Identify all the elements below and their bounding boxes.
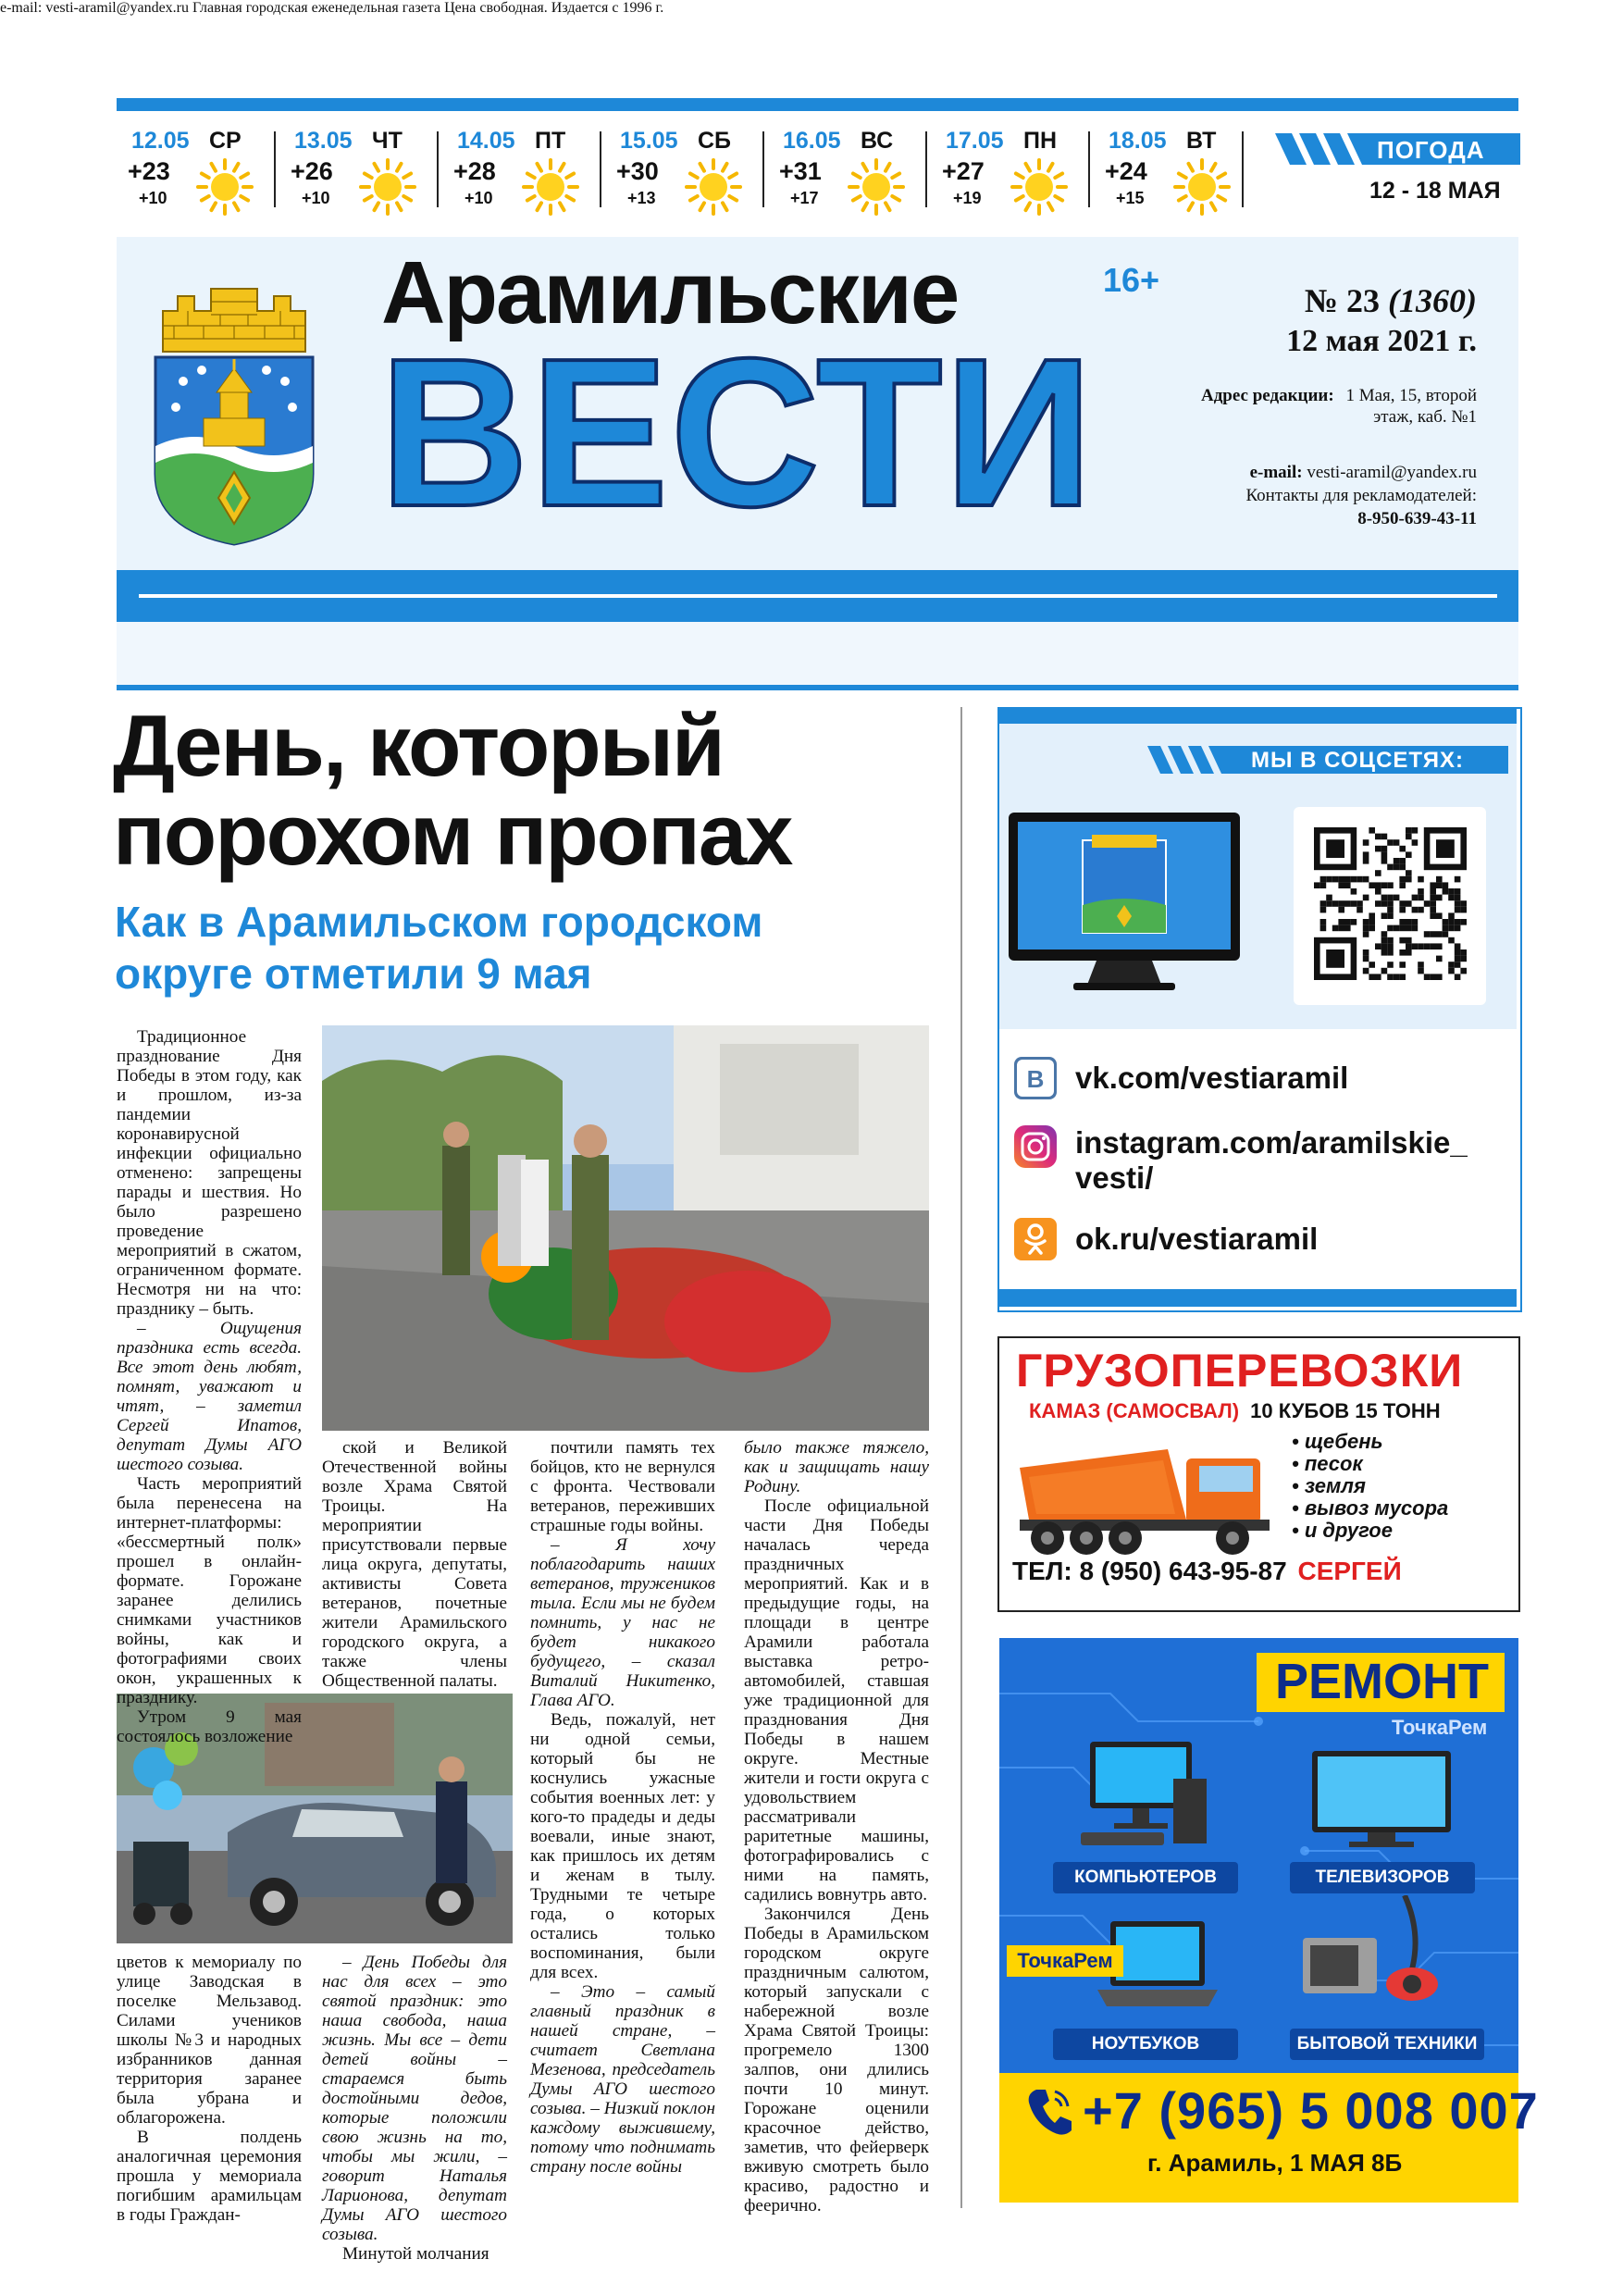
weather-low: +15 [1116, 189, 1145, 207]
ad-cargo-subtitle-black: 10 КУБОВ 15 ТОНН [1250, 1399, 1441, 1422]
article-paragraph: Ведь, пожалуй, нет ни одной семьи, который бы не коснулись ужасные события военных лет: у кого-то прадеды и деды воевали, иные знают, как пришлось их детям и женам в тылу. Трудными те четыре года, о которых остались только воспоминания, были для всех. [530, 1710, 715, 1982]
ad-repair-brand-badge-label: ТочкаРем [1017, 1949, 1113, 1972]
social-box-topbar [999, 709, 1517, 724]
subheader-bar-line [117, 685, 1518, 690]
email-label: e-mail: [1249, 463, 1303, 482]
weather-separator [437, 131, 439, 207]
weather-label-badge [1275, 131, 1520, 167]
article-paragraph: цветов к мемориалу по улице Заводская в поселке Мельзавод. Силами учеников школы №3 и народных избранников данная территория заранее была убрана и облагорожена. [117, 1953, 302, 2128]
ad-repair-cat-appliances [1290, 2029, 1484, 2060]
ad-repair-cat-computers [1053, 1862, 1238, 1893]
weather-high: +31 [779, 157, 822, 185]
ad-repair-cat3-label: НОУТБУКОВ [1091, 2034, 1200, 2054]
subheader-bar [117, 622, 1518, 685]
photo-memorial-ceremony [322, 1025, 929, 1431]
odnoklassniki-icon [1014, 1218, 1057, 1260]
ad-repair-brand-badge [1007, 1945, 1123, 1977]
weather-date: 12.05 [131, 128, 190, 154]
editorial-contacts [1046, 461, 1477, 530]
sun-icon [1172, 157, 1232, 217]
sun-icon [684, 157, 743, 217]
ad-cargo-title: ГРУЗОПЕРЕВОЗКИ [1016, 1345, 1464, 1396]
article-column-4 [744, 1438, 929, 2215]
ad-repair-address: г. Арамиль, 1 МАЯ 8Б [1147, 2149, 1403, 2177]
ad-repair-cat-laptops [1053, 2029, 1238, 2060]
appliance-icon [1303, 1895, 1442, 2006]
weather-separator [600, 131, 601, 207]
weather-separator [762, 131, 764, 207]
coat-of-arms-logo [146, 279, 322, 548]
weather-low: +10 [302, 189, 330, 207]
computer-icon [1081, 1742, 1210, 1853]
weather-weekday: ЧТ [372, 128, 403, 154]
column-divider [960, 707, 962, 2208]
article-paragraph: В полдень аналогичная церемония прошла у мемориала погибшим арамильцам в годы Граждан- [117, 2128, 302, 2225]
weather-date: 18.05 [1109, 128, 1167, 154]
article-paragraph: ской и Великой Отечественной войны возле Храма Святой Троицы. На мероприятии присутствовали первые лица округа, депутаты, активисты Совета ветеранов, почетные жители Арамильского городского округа, а также члены Общественной палаты. [322, 1438, 507, 1691]
vk-label: vk.com/vestiaramil [1075, 1061, 1349, 1095]
issue-date: 12 мая 2021 г. [1286, 324, 1477, 358]
address-line2: этаж, каб. №1 [1373, 407, 1477, 427]
issue-total: (1360) [1388, 282, 1477, 319]
weather-low: +10 [139, 189, 167, 207]
social-header: МЫ В СОЦСЕТЯХ: [1251, 748, 1465, 773]
qr-code-icon [1294, 807, 1486, 1005]
article-paragraph: Традиционное празднование Дня Победы в этом году, как и прошлом, из-за пандемии коронавирусной инфекции официально отменено: запрещены парады и шествия. Но было разрешено проведение мероприятий в сжатом, ограниченном формате. Несмотря ни на что: празднику – быть. [117, 1027, 302, 1319]
article-paragraph: было также тяжело, как и защищать нашу Родину. [744, 1438, 929, 1496]
ad-cargo-list-item-text: щебень [1304, 1430, 1383, 1453]
ad-cargo-subtitle [1029, 1399, 1441, 1423]
weather-day [605, 128, 762, 211]
weather-weekday: ВТ [1186, 128, 1217, 154]
weather-date: 17.05 [946, 128, 1004, 154]
weather-day [279, 128, 437, 211]
ad-cargo-phone-name: СЕРГЕЙ [1297, 1557, 1402, 1585]
ad-cargo-phone-number: ТЕЛ: 8 (950) 643-95-87 [1012, 1557, 1287, 1585]
weather-day [931, 128, 1088, 211]
issue-number [1266, 281, 1477, 320]
ads-label: Контакты для рекламодателей: [1245, 486, 1477, 505]
subheader-text [0, 0, 1623, 17]
weather-date: 16.05 [783, 128, 841, 154]
editorial-address [1097, 385, 1477, 428]
article-paragraph: – Я хочу поблагодарить наших ветеранов, тружеников тыла. Если мы не будем помнить, у нас не будет никакого будущего, – сказал Виталий Никитенко, Глава АГО. [530, 1535, 715, 1710]
dump-truck-image [1010, 1431, 1279, 1560]
weather-top-bar [117, 98, 1518, 111]
sun-icon [1010, 157, 1069, 217]
age-rating: 16+ [1103, 261, 1160, 299]
article-headline-1: День, который [113, 697, 724, 794]
article-column-5 [117, 1953, 302, 2225]
ad-cargo-list-item: • щебень [1292, 1430, 1383, 1453]
ad-cargo-list-item: • земля [1292, 1474, 1366, 1497]
article-column-1 [117, 1027, 302, 1746]
issue-number-text: № 23 [1304, 282, 1381, 319]
address-label: Адрес редакции: [1200, 386, 1334, 405]
weather-low: +13 [627, 189, 656, 207]
subbar-tagline: Главная городская еженедельная газета [192, 0, 441, 16]
weather-high: +30 [616, 157, 659, 185]
sun-icon [521, 157, 580, 217]
ad-cargo-list [1292, 1431, 1448, 1542]
weather-weekday: ПТ [535, 128, 566, 154]
weather-day [1094, 128, 1251, 211]
sun-icon [358, 157, 417, 217]
article-paragraph: – Ощущения праздника есть всегда. Все этот день любят, помнят, уважают и чтят, – заметил Сергей Ипатов, депутат Думы АГО шестого созыва. [117, 1319, 302, 1474]
weather-weekday: ВС [861, 128, 894, 154]
weather-date: 15.05 [620, 128, 678, 154]
ad-cargo-subtitle-red: КАМАЗ (САМОСВАЛ) [1029, 1399, 1240, 1422]
weather-weekday: СР [209, 128, 242, 154]
weather-low: +17 [790, 189, 819, 207]
weather-high: +26 [291, 157, 333, 185]
ad-cargo-list-item-text: земля [1304, 1474, 1366, 1497]
svg-text:В: В [1026, 1065, 1045, 1093]
ad-repair-cat2-label: ТЕЛЕВИЗОРОВ [1315, 1868, 1450, 1887]
weather-high: +23 [128, 157, 170, 185]
monitor-icon [1009, 813, 1240, 998]
weather-day [117, 128, 274, 211]
ok-label: ok.ru/vestiaramil [1075, 1222, 1319, 1256]
ads-phone: 8-950-639-43-11 [1357, 509, 1477, 528]
ad-repair-brand: ТочкаРем [1392, 1716, 1488, 1739]
masthead-title-main: ВЕСТИ [379, 316, 1096, 551]
masthead-title-top: Арамильские [381, 243, 959, 342]
ad-cargo-phone [1012, 1557, 1402, 1586]
tv-icon [1312, 1751, 1451, 1853]
article-paragraph: почтили память тех бойцов, кто не вернулся с фронта. Чествовали ветеранов, переживших страшные годы войны. [530, 1438, 715, 1535]
weather-high: +27 [942, 157, 985, 185]
social-header-badge [1147, 744, 1508, 776]
weather-date: 13.05 [294, 128, 353, 154]
ad-cargo-list-item: • песок [1292, 1452, 1363, 1475]
article-paragraph: – День Победы для нас для всех – это святой праздник: это наша свобода, наша жизнь. Мы все – дети детей войны – стараемся быть достойными дедов, которые положили свою жизнь на то, чтобы мы жили, – говорит Наталья Ларионова, депутат Думы АГО шестого созыва. [322, 1953, 507, 2244]
instagram-icon [1014, 1125, 1057, 1168]
instagram-label-2: vesti/ [1075, 1160, 1154, 1195]
vk-icon [1014, 1057, 1057, 1099]
article-paragraph: – Это – самый главный праздник в нашей стране, – считает Светлана Мезенова, председатель Думы АГО шестого созыва. – Низкий поклон каждому выжившему, потому что поднимать страну после войны [530, 1982, 715, 2177]
address-line1: 1 Мая, 15, второй [1345, 386, 1477, 405]
article-column-6 [322, 1953, 507, 2264]
article-column-2 [322, 1438, 507, 1691]
weather-date: 14.05 [457, 128, 515, 154]
weather-separator [1242, 131, 1244, 207]
social-box-bottombar [999, 1289, 1517, 1307]
instagram-label-1: instagram.com/aramilskie_ [1075, 1125, 1468, 1160]
weather-high: +28 [453, 157, 496, 185]
weather-day [442, 128, 600, 211]
article-paragraph: Утром 9 мая состоялось возложение [117, 1707, 302, 1746]
article-paragraph: Часть мероприятий была перенесена на интернет-платформы: «бессмертный полк» прошел в онлайн-формате. Горожане заранее делились снимками участников войны, как и фотографиями своих окон, украшенных к празднику. [117, 1474, 302, 1707]
ad-cargo-list-item: • вывоз мусора [1292, 1496, 1449, 1520]
ad-repair-phone: +7 (965) 5 008 007 [1083, 2081, 1539, 2140]
subbar-since: Издается с 1996 г. [551, 0, 664, 16]
weather-range: 12 - 18 МАЯ [1369, 178, 1501, 204]
ad-cargo-list-item-text: и другое [1304, 1519, 1393, 1542]
weather-day [768, 128, 925, 211]
weather-low: +19 [953, 189, 982, 207]
article-headline-2: порохом пропах [113, 786, 792, 883]
weather-high: +24 [1105, 157, 1147, 185]
phone-icon [1025, 2086, 1073, 2138]
masthead-band-line [139, 594, 1497, 598]
subbar-price: Цена свободная. [444, 0, 548, 16]
sun-icon [847, 157, 906, 217]
weather-low: +10 [465, 189, 493, 207]
article-paragraph: Минутой молчания [342, 2244, 489, 2264]
email-value[interactable]: vesti-aramil@yandex.ru [1307, 463, 1477, 482]
ad-repair-cat-tvs [1290, 1862, 1475, 1893]
weather-separator [274, 131, 276, 207]
sun-icon [195, 157, 254, 217]
weather-label: ПОГОДА [1377, 136, 1485, 164]
weather-separator [925, 131, 927, 207]
ad-repair-cat4-label: БЫТОВОЙ ТЕХНИКИ [1296, 2034, 1478, 2054]
article-paragraph: Закончился День Победы в Арамильском городском округе праздничным салютом, который запускали с набережной возле Храма Святой Троицы: прогремело 1300 залпов, они длились почти 10 минут. Горожане оценили красочное действо, заметив, что фейерверк вживую смотреть было красиво, радостно и феерично. [744, 1905, 929, 2215]
ad-cargo-list-item-text: вывоз мусора [1304, 1496, 1449, 1520]
ad-repair-cat1-label: КОМПЬЮТЕРОВ [1074, 1868, 1217, 1887]
article-paragraph: После официальной части Дня Победы началась череда праздничных мероприятий. Как и в предыдущие годы, на площади в центре Арамили работала выставка ретро-автомобилей, ставшая уже традиционной для празднования Дня Победы в нашем округе. Местные жители и гости округа с удовольствием рассматривали раритетные машины, фотографировались с ними на память, садились вовнутрь авто. [744, 1496, 929, 1905]
subbar-email[interactable]: e-mail: vesti-aramil@yandex.ru [0, 0, 189, 16]
weather-separator [1088, 131, 1090, 207]
ad-repair-title: РЕМОНТ [1275, 1654, 1490, 1709]
weather-weekday: СБ [698, 128, 732, 154]
article-column-3 [530, 1438, 715, 2177]
article-subhead-1: Как в Арамильском городском [115, 898, 763, 946]
article-subhead-2: округе отметили 9 мая [115, 949, 592, 998]
ad-cargo-list-item: • и другое [1292, 1519, 1393, 1542]
ad-cargo-list-item-text: песок [1304, 1452, 1363, 1475]
weather-weekday: ПН [1023, 128, 1058, 154]
